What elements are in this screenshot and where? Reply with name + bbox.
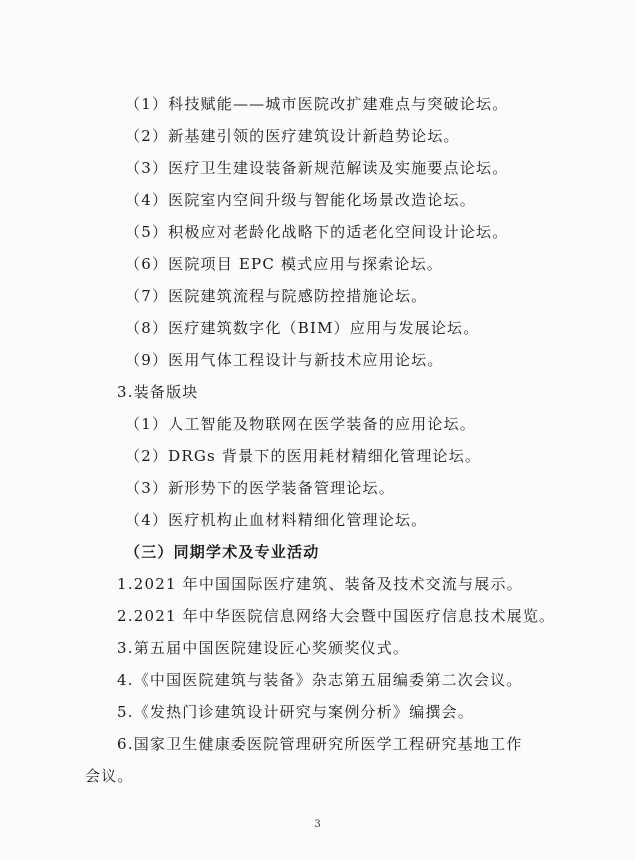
section-heading-activities: （三）同期学术及专业活动 (125, 543, 320, 561)
activity-item-continuation: 会议。 (85, 767, 134, 785)
forum-item: （8）医疗建筑数字化（BIM）应用与发展论坛。 (125, 319, 480, 337)
activity-item: 1.2021 年中国国际医疗建筑、装备及技术交流与展示。 (117, 575, 523, 593)
section-heading-equipment: 3.装备版块 (117, 383, 199, 401)
forum-item: （1）人工智能及物联网在医学装备的应用论坛。 (125, 415, 476, 433)
forum-item: （5）积极应对老龄化战略下的适老化空间设计论坛。 (125, 223, 509, 241)
forum-item: （7）医院建筑流程与院感防控措施论坛。 (125, 287, 428, 305)
forum-item: （1）科技赋能——城市医院改扩建难点与突破论坛。 (125, 95, 509, 113)
forum-item: （6）医院项目 EPC 模式应用与探索论坛。 (125, 255, 444, 273)
forum-item: （3）新形势下的医学装备管理论坛。 (125, 479, 395, 497)
forum-item: （3）医疗卫生建设装备新规范解读及实施要点论坛。 (125, 159, 509, 177)
activity-item: 6.国家卫生健康委医院管理研究所医学工程研究基地工作 (117, 735, 523, 753)
forum-item: （9）医用气体工程设计与新技术应用论坛。 (125, 351, 444, 369)
activity-item: 3.第五届中国医院建设匠心奖颁奖仪式。 (117, 639, 410, 657)
activity-item: 4.《中国医院建筑与装备》杂志第五届编委第二次会议。 (117, 671, 523, 689)
forum-item: （4）医疗机构止血材料精细化管理论坛。 (125, 511, 428, 529)
forum-item: （2）DRGs 背景下的医用耗材精细化管理论坛。 (125, 447, 482, 465)
activity-item: 2.2021 年中华医院信息网络大会暨中国医疗信息技术展览。 (117, 607, 556, 625)
forum-item: （4）医院室内空间升级与智能化场景改造论坛。 (125, 191, 476, 209)
page-number: 3 (314, 819, 321, 830)
activity-item: 5.《发热门诊建筑设计研究与案例分析》编撰会。 (117, 703, 474, 721)
forum-item: （2）新基建引领的医疗建筑设计新趋势论坛。 (125, 127, 460, 145)
